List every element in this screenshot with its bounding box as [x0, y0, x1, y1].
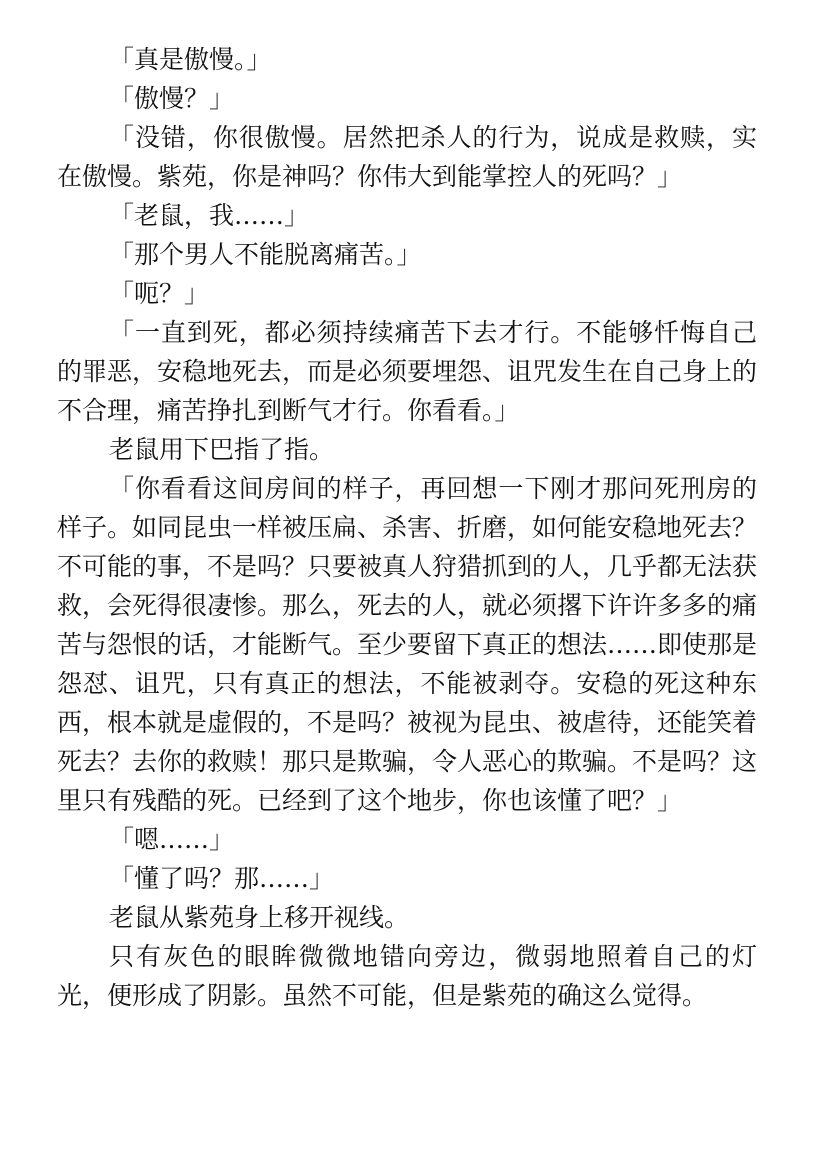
paragraph-3: 「没错，你很傲慢。居然把杀人的行为，说成是救赎，实在傲慢。紫苑，你是神吗？你伟大到能掌控人的死吗？」: [57, 123, 757, 191]
paragraph-6: 「呃？」: [109, 279, 210, 308]
paragraph-11: 「懂了吗？那……」: [109, 864, 335, 893]
paragraph-4: 「老鼠，我……」: [109, 201, 310, 230]
paragraph-13: 只有灰色的眼眸微微地错向旁边，微弱地照着自己的灯光，便形成了阴影。虽然不可能，但是紫苑的确这么觉得。: [57, 942, 757, 1010]
paragraph-2: 「傲慢？」: [109, 84, 235, 113]
paragraph-5: 「那个男人不能脱离痛苦。」: [109, 240, 422, 269]
paragraph-8: 老鼠用下巴指了指。: [109, 435, 335, 464]
paragraph-9: 「你看看这间房间的样子，再回想一下刚才那问死刑房的样子。如同昆虫一样被压扁、杀害、折磨，如何能安稳地死去？不可能的事，不是吗？只要被真人狩猎抓到的人，几乎都无法获救，会死得很凄惨。那么，死去的人，就必须撂下许许多多的痛苦与怨恨的话，才能断气。至少要留下真正的想法……即使那是怨怼、诅咒，只有真正的想法，不能被剥夺。安稳的死这种东西，根本就是虚假的，不是吗？被视为昆虫、被虐待，还能笑着死去？去你的救赎！那只是欺骗，令人恶心的欺骗。不是吗？这里只有残酷的死。已经到了这个地步，你也该懂了吧？」: [57, 474, 758, 815]
paragraph-12: 老鼠从紫苑身上移开视线。: [109, 903, 410, 932]
document-page: [57, 40, 757, 1015]
paragraph-1: 「真是傲慢。」: [109, 45, 272, 74]
paragraph-7: 「一直到死，都必须持续痛苦下去才行。不能够忏悔自己的罪恶，安稳地死去，而是必须要埋怨、诅咒发生在自己身上的不合理，痛苦挣扎到断气才行。你看看。」: [57, 318, 758, 425]
paragraph-10: 「嗯……」: [109, 825, 235, 854]
